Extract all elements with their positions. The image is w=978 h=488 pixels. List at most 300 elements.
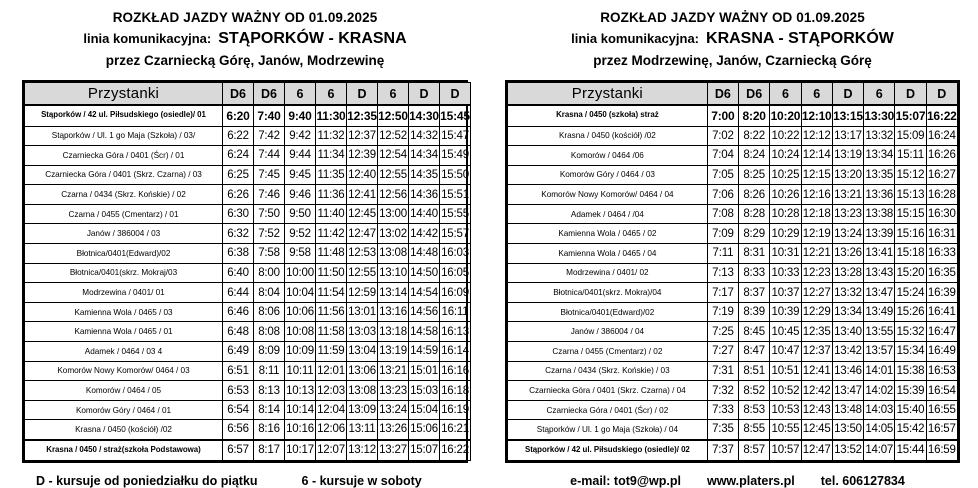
stop-name-cell: Błotnica/0401(Edward)/02 [25,244,223,264]
stop-name-cell: Czarniecka Góra / 0401 (Skrz. Czarna) / 03 [25,165,223,185]
departure-time-cell: 6:22 [223,126,254,146]
departure-time-cell: 13:14 [378,283,409,303]
departure-time-cell: 7:05 [707,165,738,185]
departure-time-cell: 12:41 [801,361,832,381]
departure-time-cell: 14:32 [409,126,440,146]
departure-time-cell: 12:19 [801,224,832,244]
table-row [25,322,471,342]
route-name-right: KRASNA - STĄPORKÓW [706,29,894,47]
departure-time-cell: 10:11 [285,361,316,381]
departure-time-cell: 12:56 [378,185,409,205]
departure-time-cell: 13:41 [864,244,895,264]
departure-time-cell: 14:36 [409,185,440,205]
departure-time-cell: 13:39 [864,224,895,244]
heading-outbound [22,0,468,67]
departure-time-cell: 10:53 [770,400,801,420]
departure-time-cell: 14:54 [409,283,440,303]
table-row [508,204,958,224]
departure-time-cell: 8:57 [739,440,770,461]
departure-time-cell: 6:51 [223,361,254,381]
departure-time-cell: 16:49 [926,342,957,362]
contact-info [505,474,960,488]
departure-time-cell: 9:42 [285,126,316,146]
departure-time-cell: 16:22 [926,105,957,126]
departure-time-cell: 13:35 [864,165,895,185]
stop-name-cell: Czarna / 0455 (Cmentarz) / 01 [25,204,223,224]
line-label-right: linia komunikacyjna: [571,30,700,46]
departure-time-cell: 12:23 [801,263,832,283]
departure-time-cell: 8:00 [254,263,285,283]
departure-time-cell: 13:27 [378,440,409,461]
stop-name-cell: Adamek / 0464 / /04 [508,204,708,224]
route-via-right: przez Modrzewinę, Janów, Czarniecką Górę [593,52,872,68]
departure-time-cell: 13:55 [864,322,895,342]
departure-time-cell: 13:26 [378,420,409,440]
departure-time-cell: 10:57 [770,440,801,461]
departure-time-cell: 7:35 [707,420,738,440]
departure-time-cell: 9:46 [285,185,316,205]
departure-time-cell: 6:30 [223,204,254,224]
table-row [508,361,958,381]
line-label-row-left [22,31,468,47]
stop-name-cell: Czarniecka Góra / 0401 (Ścr) / 01 [25,146,223,166]
departure-time-cell: 10:39 [770,302,801,322]
departure-time-cell: 10:06 [285,302,316,322]
departure-time-cell: 11:56 [316,302,347,322]
stop-name-cell: Krasna / 0450 / straż(szkoła Podstawowa) [25,440,223,461]
departure-time-cell: 16:33 [926,244,957,264]
departure-time-cell: 16:13 [440,322,471,342]
table-row [508,400,958,420]
departure-time-cell: 14:01 [864,361,895,381]
departure-time-cell: 15:04 [409,400,440,420]
departure-time-cell: 12:50 [378,105,409,126]
table-row [25,361,471,381]
departure-time-cell: 6:44 [223,283,254,303]
departure-time-cell: 15:13 [895,185,926,205]
departure-time-cell: 10:28 [770,204,801,224]
departure-time-cell: 8:17 [254,440,285,461]
departure-time-cell: 12:01 [316,361,347,381]
stop-name-cell: Stąporków / 42 ul. Piłsudskiego (osiedle)/ 01 [25,105,223,126]
stop-name-cell: Czarniecka Góra / 0401 (Ścr) / 02 [508,400,708,420]
departure-time-cell: 13:48 [832,400,863,420]
validity-title-right: ROZKŁAD JAZDY WAŻNY OD 01.09.2025 [600,10,865,25]
contact-phone: tel. 606127834 [820,474,905,488]
departure-time-cell: 13:26 [832,244,863,264]
departure-time-cell: 12:04 [316,400,347,420]
departure-time-cell: 8:25 [739,165,770,185]
footnote-weekday: D - kursuje od poniedziałku do piątku [36,474,258,488]
heading-return [505,0,960,67]
departure-time-cell: 14:40 [409,204,440,224]
departure-time-cell: 8:28 [739,204,770,224]
departure-time-cell: 16:39 [926,283,957,303]
stop-name-cell: Kamienna Wola / 0465 / 01 [25,322,223,342]
departure-time-cell: 13:04 [347,342,378,362]
stop-name-cell: Janów / 386004 / 04 [508,322,708,342]
departure-time-cell: 12:55 [347,263,378,283]
departure-time-cell: 12:16 [801,185,832,205]
departure-time-cell: 15:47 [440,126,471,146]
column-header-day-5-right: D [832,83,863,106]
departure-time-cell: 12:41 [347,185,378,205]
departure-time-cell: 8:39 [739,302,770,322]
contact-email: e-mail: tot9@wp.pl [570,474,681,488]
departure-time-cell: 10:31 [770,244,801,264]
departure-time-cell: 16:21 [440,420,471,440]
stop-name-cell: Czarna / 0434 (Skrz. Końskie) / 03 [508,361,708,381]
departure-time-cell: 16:31 [926,224,957,244]
departure-time-cell: 12:47 [347,224,378,244]
departure-time-cell: 14:34 [409,146,440,166]
departure-time-cell: 13:47 [832,381,863,401]
departure-time-cell: 11:40 [316,204,347,224]
departure-time-cell: 13:03 [347,322,378,342]
departure-time-cell: 7:33 [707,400,738,420]
column-header-day-1-left: D6 [223,83,254,106]
departure-time-cell: 7:42 [254,126,285,146]
stop-name-cell: Stąporków / Ul. 1 go Maja (Szkoła) / 04 [508,420,708,440]
departure-time-cell: 8:29 [739,224,770,244]
column-header-day-5-left: D [347,83,378,106]
departure-time-cell: 8:06 [254,302,285,322]
stop-name-cell: Błotnica/0401(skrz. Mokra)/04 [508,283,708,303]
departure-time-cell: 10:29 [770,224,801,244]
departure-time-cell: 11:58 [316,322,347,342]
departure-time-cell: 13:47 [864,283,895,303]
departure-time-cell: 8:53 [739,400,770,420]
table-row [25,440,471,461]
departure-time-cell: 8:26 [739,185,770,205]
table-row [508,322,958,342]
departure-time-cell: 16:18 [440,381,471,401]
column-header-day-3-right: 6 [770,83,801,106]
departure-time-cell: 13:34 [832,302,863,322]
departure-time-cell: 16:59 [926,440,957,461]
departure-time-cell: 15:12 [895,165,926,185]
departure-time-cell: 14:58 [409,322,440,342]
departure-time-cell: 15:26 [895,302,926,322]
departure-time-cell: 15:40 [895,400,926,420]
departure-time-cell: 12:27 [801,283,832,303]
departure-time-cell: 16:22 [440,440,471,461]
stop-name-cell: Czarna / 0455 (Cmentarz) / 02 [508,342,708,362]
departure-time-cell: 6:54 [223,400,254,420]
stop-name-cell: Kamienna Wola / 0465 / 04 [508,244,708,264]
table-body-right [508,105,958,461]
column-header-stops-left: Przystanki [25,83,223,106]
departure-time-cell: 7:44 [254,146,285,166]
departure-time-cell: 12:47 [801,440,832,461]
departure-time-cell: 12:21 [801,244,832,264]
departure-time-cell: 12:40 [347,165,378,185]
departure-time-cell: 12:35 [801,322,832,342]
departure-time-cell: 13:43 [864,263,895,283]
departure-time-cell: 7:17 [707,283,738,303]
departure-time-cell: 14:35 [409,165,440,185]
departure-time-cell: 7:02 [707,126,738,146]
column-header-day-4-left: 6 [316,83,347,106]
departure-time-cell: 15:01 [409,361,440,381]
departure-time-cell: 13:24 [832,224,863,244]
departure-time-cell: 8:47 [739,342,770,362]
column-header-day-7-left: D [409,83,440,106]
table-row [508,165,958,185]
departure-time-cell: 9:52 [285,224,316,244]
table-row [508,224,958,244]
table-row [508,302,958,322]
table-row [508,105,958,126]
table-header-right [508,83,958,106]
departure-time-cell: 15:34 [895,342,926,362]
column-header-day-2-right: D6 [739,83,770,106]
departure-time-cell: 13:46 [832,361,863,381]
departure-time-cell: 8:20 [739,105,770,126]
departure-time-cell: 8:37 [739,283,770,303]
departure-time-cell: 7:04 [707,146,738,166]
departure-time-cell: 7:09 [707,224,738,244]
stop-name-cell: Stąporków / 42 ul. Piłsudskiego (osiedle)/ 02 [508,440,708,461]
departure-time-cell: 7:52 [254,224,285,244]
departure-time-cell: 13:16 [378,302,409,322]
departure-time-cell: 16:05 [440,263,471,283]
header-row-right [508,83,958,106]
table-row [25,263,471,283]
departure-time-cell: 11:54 [316,283,347,303]
departure-time-cell: 15:50 [440,165,471,185]
departure-time-cell: 10:09 [285,342,316,362]
stop-name-cell: Kamienna Wola / 0465 / 03 [25,302,223,322]
departure-time-cell: 13:19 [378,342,409,362]
table-row [25,204,471,224]
departure-time-cell: 13:49 [864,302,895,322]
departure-time-cell: 9:44 [285,146,316,166]
departure-time-cell: 13:24 [378,400,409,420]
departure-time-cell: 13:06 [347,361,378,381]
departure-time-cell: 7:40 [254,105,285,126]
stop-name-cell: Stąporków / Ul. 1 go Maja (Szkoła) / 03/ [25,126,223,146]
departure-time-cell: 8:11 [254,361,285,381]
line-label-left: linia komunikacyjna: [83,30,212,46]
departure-time-cell: 8:45 [739,322,770,342]
departure-time-cell: 15:15 [895,204,926,224]
table-row [25,224,471,244]
departure-time-cell: 12:37 [347,126,378,146]
table-row [25,342,471,362]
stop-name-cell: Błotnica/0401(skrz. Mokraj/03 [25,263,223,283]
departure-time-cell: 13:08 [378,244,409,264]
column-header-day-6-right: 6 [864,83,895,106]
header-row-left [25,83,471,106]
departure-time-cell: 13:21 [832,185,863,205]
departure-time-cell: 7:46 [254,185,285,205]
departure-time-cell: 15:11 [895,146,926,166]
departure-time-cell: 6:38 [223,244,254,264]
departure-time-cell: 14:42 [409,224,440,244]
departure-time-cell: 8:55 [739,420,770,440]
departure-time-cell: 10:45 [770,322,801,342]
stop-name-cell: Czarniecka Góra / 0401 (Skrz. Czarna) / 04 [508,381,708,401]
timetable-table-wrapper-left [22,80,468,463]
departure-time-cell: 10:16 [285,420,316,440]
departure-time-cell: 7:32 [707,381,738,401]
table-row [508,185,958,205]
departure-time-cell: 13:12 [347,440,378,461]
table-row [25,105,471,126]
table-row [25,381,471,401]
departure-time-cell: 12:10 [801,105,832,126]
departure-time-cell: 9:50 [285,204,316,224]
table-body-left [25,105,471,461]
departure-time-cell: 15:06 [409,420,440,440]
departure-time-cell: 8:51 [739,361,770,381]
departure-time-cell: 7:08 [707,204,738,224]
departure-time-cell: 13:08 [347,381,378,401]
departure-time-cell: 13:11 [347,420,378,440]
column-header-day-1-right: D6 [707,83,738,106]
departure-time-cell: 9:45 [285,165,316,185]
departure-time-cell: 14:07 [864,440,895,461]
departure-time-cell: 16:53 [926,361,957,381]
departure-time-cell: 8:22 [739,126,770,146]
departure-time-cell: 8:14 [254,400,285,420]
column-header-day-6-left: 6 [378,83,409,106]
departure-time-cell: 13:38 [864,204,895,224]
table-row [508,263,958,283]
departure-time-cell: 6:20 [223,105,254,126]
departure-time-cell: 11:59 [316,342,347,362]
departure-time-cell: 12:42 [801,381,832,401]
table-row [508,244,958,264]
departure-time-cell: 16:03 [440,244,471,264]
departure-time-cell: 12:45 [801,420,832,440]
validity-title-left: ROZKŁAD JAZDY WAŻNY OD 01.09.2025 [112,10,378,25]
departure-time-cell: 11:34 [316,146,347,166]
departure-time-cell: 12:15 [801,165,832,185]
table-row [508,342,958,362]
stop-name-cell: Modrzewina / 0401/ 01 [25,283,223,303]
departure-time-cell: 15:07 [895,105,926,126]
departure-time-cell: 10:47 [770,342,801,362]
departure-time-cell: 15:57 [440,224,471,244]
footnote-saturday: 6 - kursuje w soboty [301,474,422,488]
departure-time-cell: 13:52 [832,440,863,461]
departure-time-cell: 16:28 [926,185,957,205]
departure-time-cell: 7:00 [707,105,738,126]
departure-time-cell: 12:54 [378,146,409,166]
timetable-table-left [24,82,471,461]
departure-time-cell: 12:07 [316,440,347,461]
departure-time-cell: 12:59 [347,283,378,303]
departure-time-cell: 16:09 [440,283,471,303]
departure-time-cell: 12:37 [801,342,832,362]
stop-name-cell: Krasna / 0450 (kościół) /02 [508,126,708,146]
departure-time-cell: 15:24 [895,283,926,303]
departure-time-cell: 11:48 [316,244,347,264]
departure-time-cell: 7:31 [707,361,738,381]
table-row [508,146,958,166]
departure-time-cell: 14:48 [409,244,440,264]
departure-time-cell: 16:24 [926,126,957,146]
departure-time-cell: 11:42 [316,224,347,244]
table-row [508,283,958,303]
stop-name-cell: Błotnica/0401(Edward)/02 [508,302,708,322]
departure-time-cell: 6:26 [223,185,254,205]
column-header-day-3-left: 6 [285,83,316,106]
stop-name-cell: Adamek / 0464 / 03 4 [25,342,223,362]
table-row [508,126,958,146]
departure-time-cell: 12:12 [801,126,832,146]
column-header-day-2-left: D6 [254,83,285,106]
contact-website[interactable]: www.platers.pl [706,474,795,488]
departure-time-cell: 6:40 [223,263,254,283]
departure-time-cell: 15:51 [440,185,471,205]
departure-time-cell: 13:10 [378,263,409,283]
route-via-left: przez Czarniecką Górę, Janów, Modrzewinę [105,52,385,68]
departure-time-cell: 13:23 [378,381,409,401]
table-row [25,283,471,303]
departure-time-cell: 15:09 [895,126,926,146]
departure-time-cell: 13:36 [864,185,895,205]
departure-time-cell: 8:52 [739,381,770,401]
departure-time-cell: 10:51 [770,361,801,381]
table-row [508,440,958,461]
departure-time-cell: 12:03 [316,381,347,401]
stop-name-cell: Krasna / 0450 (szkoła) straż [508,105,708,126]
timetable-table-wrapper-right [505,80,960,463]
stop-name-cell: Komorów / 0464 /06 [508,146,708,166]
table-row [25,244,471,264]
timetable-panel-return [489,0,978,488]
departure-time-cell: 7:27 [707,342,738,362]
departure-time-cell: 6:49 [223,342,254,362]
departure-time-cell: 16:47 [926,322,957,342]
timetable-table-right [507,82,958,461]
departure-time-cell: 15:49 [440,146,471,166]
departure-time-cell: 14:30 [409,105,440,126]
departure-time-cell: 8:04 [254,283,285,303]
table-row [25,185,471,205]
departure-time-cell: 6:56 [223,420,254,440]
departure-time-cell: 8:31 [739,244,770,264]
departure-time-cell: 8:24 [739,146,770,166]
departure-time-cell: 10:25 [770,165,801,185]
departure-time-cell: 12:43 [801,400,832,420]
departure-time-cell: 13:32 [864,126,895,146]
departure-time-cell: 7:58 [254,244,285,264]
departure-time-cell: 16:26 [926,146,957,166]
departure-time-cell: 13:00 [378,204,409,224]
departure-time-cell: 10:08 [285,322,316,342]
departure-time-cell: 13:01 [347,302,378,322]
departure-time-cell: 14:05 [864,420,895,440]
departure-time-cell: 7:50 [254,204,285,224]
departure-time-cell: 15:39 [895,381,926,401]
footnotes-left [22,474,468,488]
departure-time-cell: 13:17 [832,126,863,146]
departure-time-cell: 9:40 [285,105,316,126]
departure-time-cell: 13:15 [832,105,863,126]
departure-time-cell: 13:30 [864,105,895,126]
departure-time-cell: 15:55 [440,204,471,224]
departure-time-cell: 7:06 [707,185,738,205]
table-row [508,420,958,440]
departure-time-cell: 6:48 [223,322,254,342]
departure-time-cell: 9:58 [285,244,316,264]
departure-time-cell: 11:36 [316,185,347,205]
departure-time-cell: 13:20 [832,165,863,185]
